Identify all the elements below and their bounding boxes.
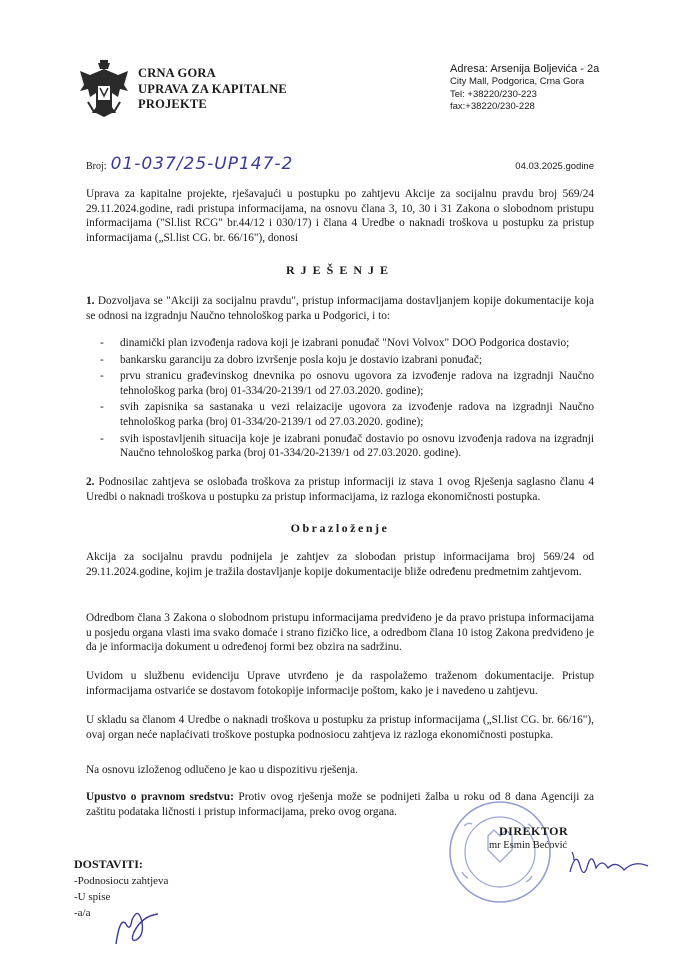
intro-paragraph: Uprava za kapitalne projekte, rješavajući u postupku po zahtjevu Akcije za socijalnu pravdu broj 569/24 29.11.2024.godine, radi pristupa informacijama, na osnovu člana 3, 10, 30 i 31 Zakona o slobodnom pristupu informacijama ("Sl.list RCG" br.44/12 i 030/17) i člana 4 Uredbe o naknadi troškova u postupku za pristup informacijama („Sl.list CG. br. 66/16"), donosi [86,188,594,244]
reasoning-paragraph-3: Uvidom u službenu evidenciju Uprave utvrđeno je da raspolažemo traženom dokumentacije. Pristup informacijama ostvariće se dostavom fotokopije informacije poštom, kako je i navedeno u zahtjevu. [86,670,594,697]
point-1-number: 1. [86,295,95,307]
initials-signature-icon [110,908,168,950]
document-list [100,336,594,463]
org-line-1: CRNA GORA [138,66,216,80]
list-item-text: bankarsku garanciju za dobro izvršenje posla koju je dostavio izabrani ponuđač; [120,353,483,366]
list-item [100,369,594,398]
list-item [100,432,594,461]
list-marker: - [100,370,104,383]
org-line-3: PROJEKTE [138,97,207,111]
list-marker: - [100,353,104,366]
reference-label: Broj: [86,161,107,172]
signature-icon [566,842,666,888]
legal-remedy-text: Protiv ovog rješenja može se podnijeti žalba u roku od 8 dana Agenciji za zaštitu podataka ličnosti i pristup informacijama, preko ovog organa. [86,791,594,818]
reasoning-paragraph-4: U skladu sa članom 4 Uredbe o naknadi troškova u postupku za pristup informacijama („Sl.list CG. br. 66/16"), ovaj organ neće naplaćivati troškove postupka podnosiocu zahtjeva iz razloga ekonomičnosti postupka. [86,714,594,741]
director-name: mr Esmin Bećović [489,840,568,851]
list-marker: - [100,432,104,445]
reference-handwritten-number: 01-037/25-UP147-2 [110,154,294,174]
point-1 [86,294,594,323]
delivery-item: -U spise [74,891,111,903]
director-title: DIREKTOR [499,824,569,838]
phone-line: Tel: +38220/230-223 [450,88,537,100]
reference-number [86,154,293,174]
point-1-text: Dozvoljava se "Akciji za socijalnu pravdu", pristup informacijama dostavljanjem kopije dokumentacije koja se odnosi na izgradnju Naučno tehnološkog parka u Podgorici, i to: [86,295,595,322]
coat-of-arms-icon [78,58,130,124]
point-2 [86,475,594,504]
reasoning-paragraph-1: Akcija za socijalnu pravdu podnijela je zahtjev za slobodan pristup informacijama broj 569/24 od 29.11.2024.godine, kojim je tražila dostavljanje kopije dokumentacije bliže određenu predmetnim zahtjevom. [86,551,594,578]
organization-name [138,66,287,113]
delivery-item: -Podnosiocu zahtjeva [74,875,169,887]
document-date: 04.03.2025.godine [515,161,594,172]
org-line-2: UPRAVA ZA KAPITALNE [138,81,287,96]
official-stamp-icon [444,796,556,908]
delivery-label: DOSTAVITI: [74,857,143,871]
list-item-text: svih ispostavljenih situacija koje je izabrani ponuđač dostavio po osnovu izvođenja radova na izgradnji Naučno tehnološkog parka (broj 01-334/20-2139/1 od 27.03.2020. godine). [120,432,594,460]
list-item [100,336,594,351]
legal-remedy-label: Upustvo o pravnom sredstvu: [86,791,234,803]
list-item [100,400,594,429]
address-line-2: City Mall, Podgorica, Crna Gora [450,76,585,87]
list-item-text: prvu stranicu građevinskog dnevnika po osnovu ugovora za izvođenje radova na izgradnji Naučno tehnološkog parka (broj 01-334/20-2139/1 od 27.03.2020. godine); [120,370,594,397]
list-item-text: dinamički plan izvođenja radova koji je izabrani ponuđač "Novi Volvox" DOO Podgorica dostavio; [120,337,570,349]
decision-title: RJEŠENJE [285,263,395,277]
address-line-1: Adresa: Arsenija Boljevića - 2a [450,63,600,75]
reasoning-paragraph-5: Na osnovu izloženog odlučeno je kao u dispozitivu rješenja. [86,764,358,776]
list-marker: - [100,401,104,414]
point-2-number: 2. [86,476,95,488]
address-block [450,62,599,114]
reasoning-paragraph-2: Odredbom člana 3 Zakona o slobodnom pristupu informacijama predviđeno je da pravo pristupa informacijama u posjedu organa vlasti ima svako domaće i strano fizičko lice, a odredbom člana 10 istog Zakona predviđeno je da je informacija dokument u određenoj formi bez obzira na sadržinu. [86,612,594,654]
list-marker: - [100,337,104,349]
point-2-text: Podnosilac zahtjeva se oslobađa troškova za pristup informaciji iz stava 1 ovog Rješenja saglasno članu 4 Uredbi o naknadi troškova u postupku za pristup informacijama, iz razloga ekonomičnosti postupka. [86,476,594,503]
delivery-item: -a/a [74,907,91,919]
fax-line: fax:+38220/230-228 [450,101,535,112]
list-item-text: svih zapisnika sa sastanaka u vezi relaizacije ugovora za izvođenje radova na izgradnji Naučno tehnološkog parka (broj 01-334/20-2139/1 od 27.03.2020. godine); [120,401,594,428]
list-item [100,353,594,368]
reasoning-title: Obrazloženje [290,521,390,535]
